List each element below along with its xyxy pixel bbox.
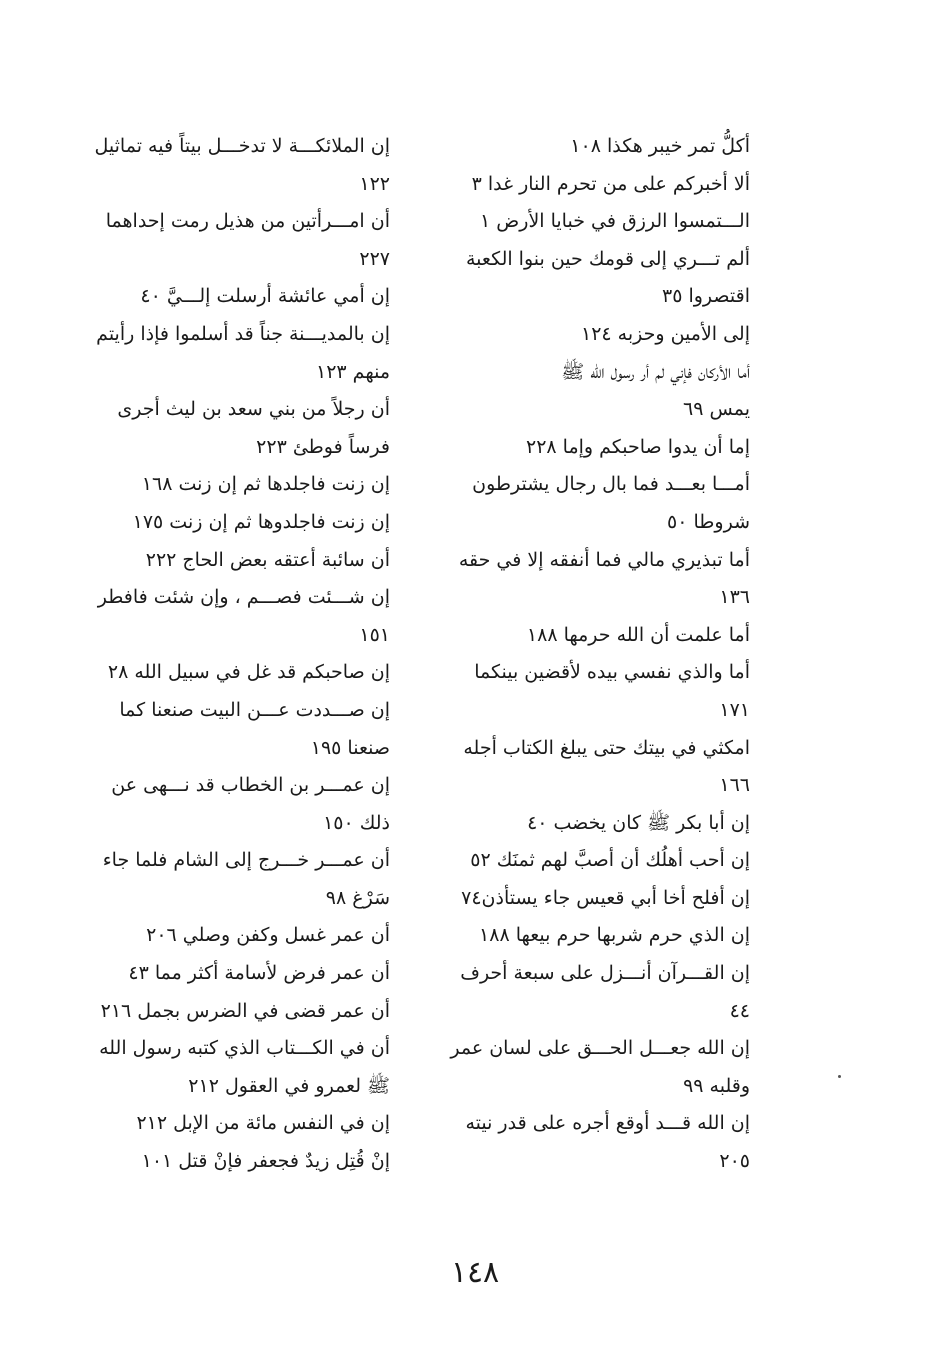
index-entry: اقتصروا ٣٥: [662, 285, 750, 308]
index-entry: امكثي في بيتك حتى يبلغ الكتاب أجله: [463, 736, 750, 759]
index-entry: إن بالمديـــنة جناً قد أسلموا فإذا رأيتم: [96, 322, 390, 345]
index-entry: إن صـــددت عـــن البيت صنعنا كما: [119, 698, 390, 721]
index-entry: إن في النفس مائة من الإبل ٢١٢: [136, 1112, 390, 1135]
index-entry: أن عمر غسل وكفن وصلي ٢٠٦: [146, 924, 390, 947]
index-entry: إن أمي عائشة أرسلت إلـــيَّ ٤٠: [140, 285, 390, 308]
index-entry: أما تبذيري مالي فما أنفقه إلا في حقه: [458, 548, 750, 571]
index-entry: إن الله قـــد أوقع أجره على قدر نيته: [465, 1112, 750, 1135]
index-entry: ٤٤: [729, 999, 750, 1022]
index-entry: إنْ قُتِل زيدٌ فجعفر فإنْ قتل ١٠١: [141, 1150, 390, 1173]
index-entry: أما الأركان فإني لم أر رسول الله ﷺ: [561, 360, 750, 383]
index-entry: أما علمت أن الله حرمها ١٨٨: [526, 623, 750, 646]
index-entry: أن سائبة أعتقه بعض الحاج ٢٢٢: [145, 548, 390, 571]
index-entry: ٢٠٥: [719, 1150, 750, 1173]
index-entry: إما أن يدوا صاحبكم وإما ٢٢٨: [526, 435, 750, 458]
index-entry: منهم ١٢٣: [316, 360, 390, 383]
index-entry: فرساً فوطئ ٢٢٣: [256, 435, 390, 458]
scan-speck: [838, 1075, 841, 1078]
index-entry: أما والذي نفسي بيده لأقضين بينكما: [474, 661, 750, 684]
index-entry: إن الذي حرم شربها حرم بيعها ١٨٨: [479, 924, 750, 947]
page-number: ١٤٨: [450, 1255, 500, 1290]
index-entry: إن زنت فاجلدوها ثم إن زنت ١٧٥: [132, 510, 390, 533]
index-entry: ١٦٦: [719, 774, 750, 797]
index-entry: ﷺ لعمرو في العقول ٢١٢: [188, 1074, 390, 1097]
index-entry: إن عمـــر بن الخطاب قد نـــهى عن: [111, 774, 390, 797]
index-entry: إن زنت فاجلدها ثم إن زنت ١٦٨: [141, 473, 390, 496]
index-entry: أكلُّ تمر خيبر هكذا ١٠٨: [570, 135, 750, 157]
index-entry: الـــتمسوا الرزق في خبايا الأرض ١: [480, 210, 750, 233]
index-entry: ألا أخبركم على من تحرم النار غدا ٣: [471, 172, 750, 195]
index-entry: أن عمر فرض لأسامة أكثر مما ٤٣: [128, 962, 390, 985]
index-entry: يمس ٦٩: [683, 398, 750, 421]
index-entry: ١٢٢: [359, 172, 390, 195]
index-entry: إن أفلح أخا أبي قعيس جاء يستأذن٧٤: [461, 886, 750, 909]
index-entry: صنعنا ١٩٥: [310, 736, 390, 759]
index-entry: إن الله جعـــل الحـــق على لسان عمر: [450, 1037, 750, 1060]
index-entry: أن رجلاً من بني سعد بن ليث أجرى: [117, 398, 390, 421]
index-entry: وقلبه ٩٩: [683, 1074, 750, 1097]
index-entry: ١٧١: [719, 698, 750, 721]
index-entry: إن أحب أهلُك أن أصبَّ لهم ثمنَك ٥٢: [470, 849, 750, 872]
index-entry: إن صاحبكم قد غل في سبيل الله ٢٨: [107, 661, 390, 684]
index-entry: ٢٢٧: [359, 247, 390, 270]
index-entry: ألم تـــري إلى قومك حين بنوا الكعبة: [466, 247, 750, 270]
index-entry: سَرْغ ٩٨: [325, 886, 390, 909]
index-entry: شروطا ٥٠: [667, 510, 750, 533]
index-entry: إن الملائكـــة لا تدخـــل بيتاً فيه تماثيل: [94, 135, 390, 157]
index-entry: إن القـــرآن أنـــزل على سبعة أحرف: [460, 962, 750, 985]
index-entry: أن امـــرأتين من هذيل رمت إحداهما: [105, 210, 390, 233]
index-entry: إلى الأمين وحزبه ١٢٤: [580, 322, 750, 345]
index-column-right: [450, 128, 750, 1181]
index-entry: أن في الكـــتاب الذي كتبه رسول الله: [99, 1037, 390, 1060]
index-entry: ذلك ١٥٠: [323, 811, 390, 834]
index-entry: أمـــا بعـــد فما بال رجال يشترطون: [472, 473, 750, 496]
index-column-left: [94, 128, 390, 1181]
index-entry: أن عمر قضى في الضرس بجمل ٢١٦: [100, 999, 390, 1022]
index-entry: إن شـــئت فصـــم ، وإن شئت فافطر: [97, 586, 390, 609]
index-entry: ١٥١: [359, 623, 390, 646]
index-entry: أن عمـــر خـــرج إلى الشام فلما جاء: [102, 849, 390, 872]
index-entry: ١٣٦: [719, 586, 750, 609]
index-entry: إن أبا بكر ﷺ كان يخضب ٤٠: [527, 811, 750, 834]
